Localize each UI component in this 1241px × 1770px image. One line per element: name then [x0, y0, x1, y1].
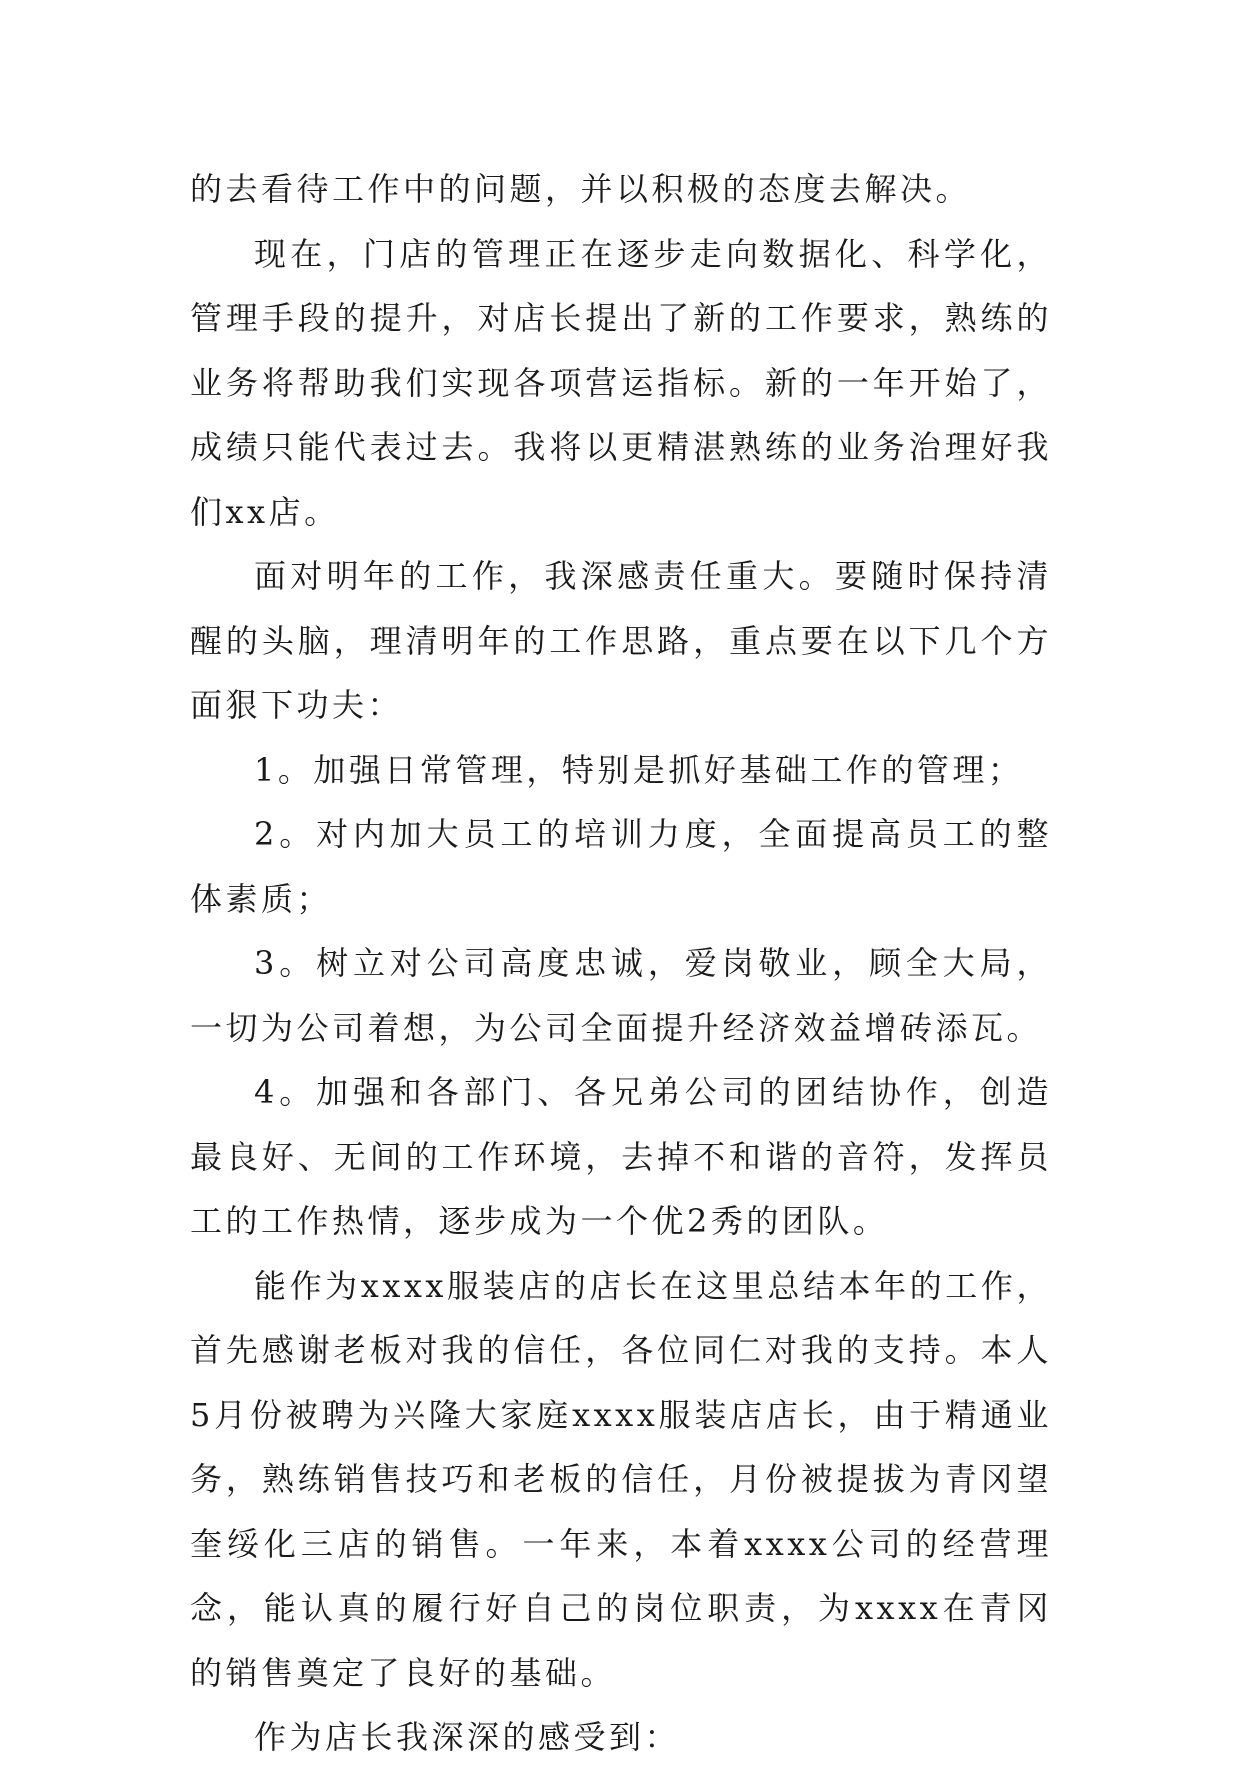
paragraph-closing-feeling: 作为店长我深深的感受到：	[254, 1718, 681, 1756]
list-item-3: 3。树立对公司高度忠诚，爱岗敬业，顾全大局，一切为公司着想，为公司全面提升经济效益增砖添瓦。	[190, 944, 1052, 1047]
list-item-2: 2。对内加大员工的培训力度，全面提高员工的整体素质；	[190, 815, 1052, 918]
list-item-4: 4。加强和各部门、各兄弟公司的团结协作，创造最良好、无间的工作环境，去掉不和谐的音符，发挥员工的工作热情，逐步成为一个优2秀的团队。	[190, 1073, 1052, 1240]
paragraph-store-manager-summary: 能作为xxxx服装店的店长在这里总结本年的工作，首先感谢老板对我的信任，各位同仁对我的支持。本人5月份被聘为兴隆大家庭xxxx服装店店长，由于精通业务，熟练销售技巧和老板的信任，月份被提拔为青冈望奎绥化三店的销售。一年来，本着xxxx公司的经营理念，能认真的履行好自己的岗位职责，为xxxx在青冈的销售奠定了良好的基础。	[190, 1266, 1052, 1692]
document-body	[190, 157, 1052, 1770]
list-item-1: 1。加强日常管理，特别是抓好基础工作的管理；	[254, 750, 1024, 789]
paragraph-next-year-work: 面对明年的工作，我深感责任重大。要随时保持清醒的头脑，理清明年的工作思路，重点要在以下几个方面狠下功夫：	[190, 557, 1052, 724]
paragraph-continuation: 的去看待工作中的问题，并以积极的态度去解决。	[190, 170, 972, 208]
paragraph-management-digitalization: 现在，门店的管理正在逐步走向数据化、科学化，管理手段的提升，对店长提出了新的工作要求，熟练的业务将帮助我们实现各项营运指标。新的一年开始了，成绩只能代表过去。我将以更精湛熟练的业务治理好我们xx店。	[190, 234, 1052, 531]
